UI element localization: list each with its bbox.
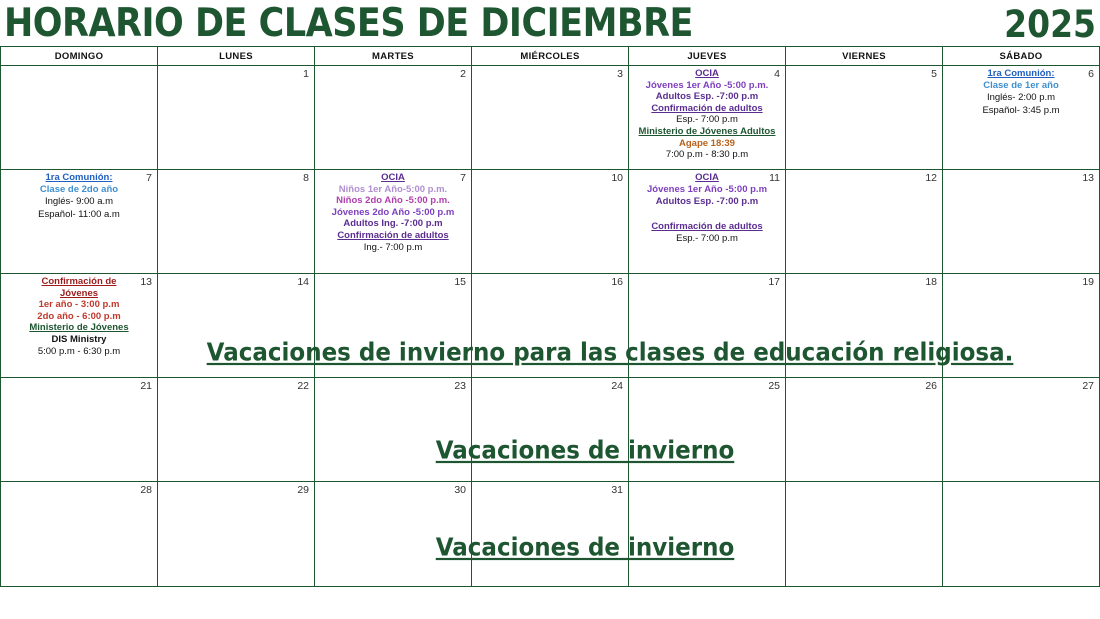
calendar-day-cell[interactable] bbox=[158, 170, 315, 274]
event-text: Jóvenes bbox=[59, 287, 99, 299]
calendar-day-cell[interactable] bbox=[629, 170, 786, 274]
event-text: OCIA bbox=[381, 172, 405, 183]
event-text: Inglés- 9:00 a.m bbox=[44, 196, 114, 208]
calendar-day-cell[interactable] bbox=[943, 170, 1100, 274]
day-number: 12 bbox=[925, 172, 937, 184]
weekday-header-martes: MARTES bbox=[315, 47, 472, 66]
day-number: 21 bbox=[140, 380, 152, 392]
event-text: Inglés- 2:00 p.m bbox=[986, 92, 1056, 104]
day-events bbox=[629, 170, 785, 245]
calendar-day-cell[interactable] bbox=[786, 378, 943, 482]
day-number: 16 bbox=[611, 276, 623, 288]
day-number: 29 bbox=[297, 484, 309, 496]
day-number: 26 bbox=[925, 380, 937, 392]
event-text: Jóvenes 1er Año -5:00 p.m. bbox=[645, 79, 769, 91]
day-events bbox=[943, 66, 1099, 117]
day-events bbox=[315, 170, 471, 253]
day-number: 19 bbox=[1082, 276, 1094, 288]
calendar-day-cell[interactable] bbox=[315, 170, 472, 274]
page-title: HORARIO DE CLASES DE DICIEMBRE bbox=[4, 1, 693, 46]
calendar-day-cell[interactable] bbox=[472, 170, 629, 274]
calendar-year: 2025 bbox=[1004, 2, 1096, 46]
calendar-week-row bbox=[1, 170, 1100, 274]
event-text: Clase de 2do año bbox=[39, 184, 119, 196]
event-text: Confirmación de adultos bbox=[337, 229, 449, 241]
day-number: 6 bbox=[1088, 68, 1094, 80]
calendar-day-cell[interactable] bbox=[629, 378, 786, 482]
weekday-header-domingo: DOMINGO bbox=[1, 47, 158, 66]
calendar-day-cell[interactable] bbox=[1, 170, 158, 274]
weekday-header-miercoles: MIÉRCOLES bbox=[472, 47, 629, 66]
calendar-day-cell[interactable] bbox=[786, 66, 943, 170]
calendar-day-cell[interactable] bbox=[315, 66, 472, 170]
event-text: Ing.- 7:00 p.m bbox=[363, 241, 423, 253]
calendar-day-cell[interactable] bbox=[629, 66, 786, 170]
day-number: 8 bbox=[303, 172, 309, 184]
event-text: Español- 3:45 p.m bbox=[982, 104, 1060, 116]
weekday-header-lunes: LUNES bbox=[158, 47, 315, 66]
weekday-header-jueves: JUEVES bbox=[629, 47, 786, 66]
event-text: Niños 2do Año -5:00 p.m. bbox=[336, 195, 450, 207]
calendar-week-row bbox=[1, 378, 1100, 482]
event-text: Confirmación de bbox=[41, 276, 117, 287]
event-text: DIS Ministry bbox=[51, 333, 107, 345]
event-text: 5:00 p.m - 6:30 p.m bbox=[37, 345, 121, 357]
day-number: 17 bbox=[768, 276, 780, 288]
day-number: 4 bbox=[774, 68, 780, 80]
calendar-week-row bbox=[1, 66, 1100, 170]
calendar-day-cell[interactable] bbox=[1, 378, 158, 482]
event-text: 2do año - 6:00 p.m bbox=[37, 310, 121, 322]
event-text: Clase de 1er año bbox=[983, 80, 1059, 92]
day-number: 2 bbox=[460, 68, 466, 80]
day-number: 7 bbox=[146, 172, 152, 184]
day-number: 25 bbox=[768, 380, 780, 392]
event-text: 1er año - 3:00 p.m bbox=[38, 299, 120, 311]
calendar-day-cell[interactable] bbox=[786, 170, 943, 274]
day-events bbox=[1, 170, 157, 221]
calendar-day-cell[interactable] bbox=[943, 482, 1100, 587]
day-number: 3 bbox=[617, 68, 623, 80]
event-text: 1ra Comunión: bbox=[987, 68, 1055, 79]
event-text: Esp.- 7:00 p.m bbox=[676, 233, 738, 245]
event-text: Confirmación de adultos bbox=[651, 220, 763, 232]
event-text: Ministerio de Jóvenes Adultos bbox=[638, 125, 776, 137]
day-number: 5 bbox=[931, 68, 937, 80]
calendar-body bbox=[1, 66, 1100, 587]
calendar-day-cell[interactable] bbox=[1, 274, 158, 378]
day-number: 13 bbox=[1082, 172, 1094, 184]
day-number: 28 bbox=[140, 484, 152, 496]
calendar-day-cell[interactable] bbox=[1, 482, 158, 587]
calendar-header bbox=[0, 0, 1100, 46]
event-text: Niños 1er Año-5:00 p.m. bbox=[338, 183, 448, 195]
day-number: 18 bbox=[925, 276, 937, 288]
calendar-day-cell[interactable] bbox=[472, 378, 629, 482]
banner-winter-vacation-week5: Vacaciones de invierno bbox=[435, 533, 735, 563]
day-number: 30 bbox=[454, 484, 466, 496]
day-number: 22 bbox=[297, 380, 309, 392]
banner-winter-vacation-week4: Vacaciones de invierno bbox=[435, 436, 735, 466]
calendar-day-cell[interactable] bbox=[943, 378, 1100, 482]
day-number: 15 bbox=[454, 276, 466, 288]
calendar-day-cell[interactable] bbox=[1, 66, 158, 170]
day-number: 24 bbox=[611, 380, 623, 392]
day-number: 1 bbox=[303, 68, 309, 80]
event-text: Jóvenes 2do Año -5:00 p.m bbox=[331, 206, 455, 218]
calendar-day-cell[interactable] bbox=[472, 66, 629, 170]
event-text: Confirmación de adultos bbox=[651, 102, 763, 114]
event-text: Adultos Ing. -7:00 p.m bbox=[343, 218, 443, 230]
event-text: Español- 11:00 a.m bbox=[38, 208, 120, 220]
event-text bbox=[632, 209, 782, 221]
banner-winter-break-religious-ed: Vacaciones de invierno para las clases de educación religiosa. bbox=[206, 338, 1014, 368]
event-text: Esp.- 7:00 p.m bbox=[676, 114, 738, 126]
calendar-day-cell[interactable] bbox=[943, 66, 1100, 170]
day-events bbox=[1, 274, 157, 357]
event-text: 7:00 p.m - 8:30 p.m bbox=[665, 149, 749, 161]
day-number: 11 bbox=[769, 172, 780, 184]
calendar-grid bbox=[0, 46, 1100, 587]
event-text: OCIA bbox=[695, 68, 719, 79]
event-text: Ministerio de Jóvenes bbox=[29, 322, 129, 334]
weekday-header-row bbox=[1, 47, 1100, 66]
calendar-day-cell[interactable] bbox=[158, 482, 315, 587]
event-text: Adultos Esp. -7:00 p.m bbox=[655, 91, 759, 103]
day-number: 27 bbox=[1082, 380, 1094, 392]
day-number: 23 bbox=[454, 380, 466, 392]
day-number: 7 bbox=[460, 172, 466, 184]
weekday-header-sabado: SÁBADO bbox=[943, 47, 1100, 66]
day-number: 13 bbox=[140, 276, 152, 288]
day-number: 31 bbox=[611, 484, 623, 496]
calendar-day-cell[interactable] bbox=[158, 378, 315, 482]
calendar-day-cell[interactable] bbox=[158, 66, 315, 170]
event-text: 1ra Comunión: bbox=[45, 172, 113, 183]
day-number: 14 bbox=[297, 276, 309, 288]
calendar-day-cell[interactable] bbox=[315, 378, 472, 482]
day-number: 10 bbox=[611, 172, 623, 184]
day-events bbox=[629, 66, 785, 161]
event-text: Agape 18:39 bbox=[679, 137, 735, 149]
event-text: Adultos Esp. -7:00 p.m bbox=[655, 196, 759, 208]
event-text: Jóvenes 1er Año -5:00 p.m bbox=[646, 184, 768, 196]
weekday-header-viernes: VIERNES bbox=[786, 47, 943, 66]
event-text: OCIA bbox=[695, 172, 719, 183]
